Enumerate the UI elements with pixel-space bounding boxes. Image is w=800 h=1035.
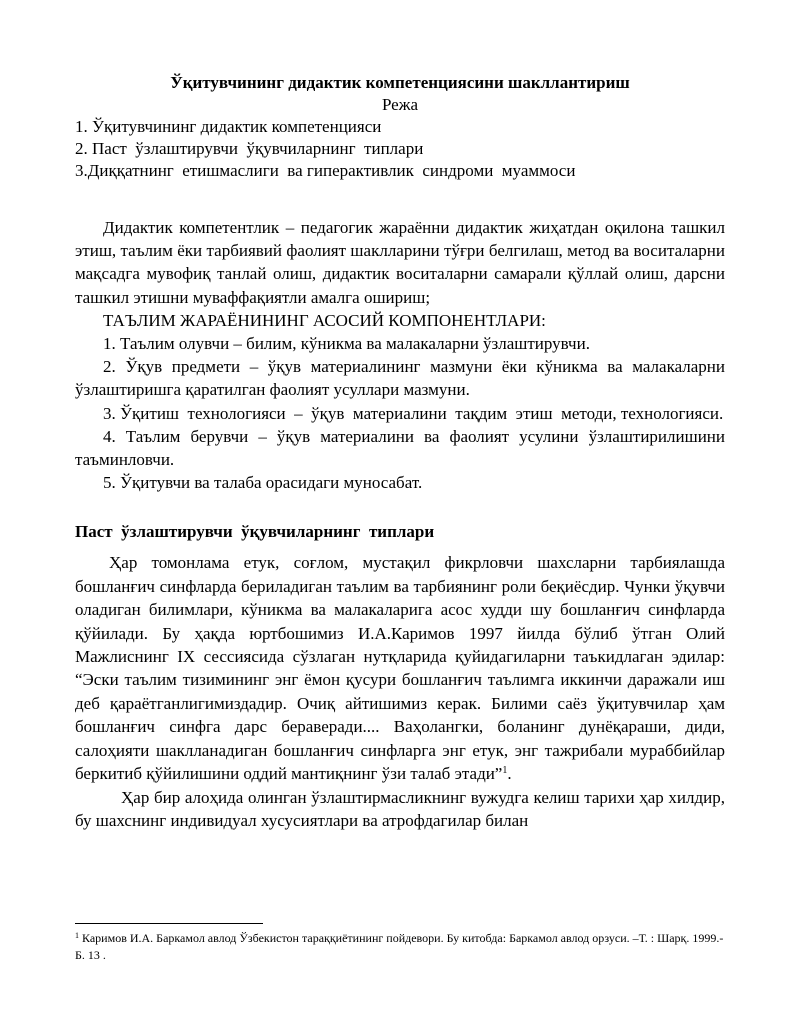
footnote-divider [75, 923, 263, 924]
plan-subtitle: Режа [381, 95, 419, 114]
component-item: 4. Таълим берувчи – ўқув материалини ва фаолият усулини ўзлаштирилишини таъминловчи. [75, 426, 725, 470]
component-item: 1. Таълим олувчи – билим, кўникма ва малакаларни ўзлаштирувчи. [103, 334, 590, 354]
footnote-reference[interactable]: 1 [502, 765, 508, 777]
body-paragraph-text: Ҳар томонлама етук, соғлом, мустақил фикрловчи шахсларни тарбиялашда бошланғич синфларда бериладиган таълим ва тарбиянинг роли беқиёсдир. Чунки ўқувчи оладиган билимлари, кўникма ва малакаларига асос худди шу бошланғич синфларда қўйилади. Бу ҳақда юртбошимиз И.А.Каримов 1997 йилда бўлиб ўтган Олий Мажлиснинг IX сессиясида сўзлаган нутқларида қуйидагиларни таъкидлаган эдилар: “Эски таълим тизимининг энг ёмон қусури бошланғич таълимга иккинчи даражали иш деб қараётганлигимиздадир. Очиқ айтишимиз керак. Билими саёз ўқитувчилар ҳам бошланғич синфга дарс бераверади.... Ваҳолангки, боланинг дунёқараши, диди, салоҳияти шаклланадиган бошланғич синфларга энг етук, энг тажрибали мураббийлар беркитиб қўйилишини оддий мантиқнинг ўзи талаб этади” [75, 553, 725, 784]
section-heading: Паст ўзлаштирувчи ўқувчиларнинг типлари [75, 522, 435, 542]
component-item: 2. Ўқув предмети – ўқув материалининг мазмуни ёки кўникма ва малакаларни ўзлаштиришга қаратилган фаолият усуллари мазмуни. [75, 357, 725, 400]
intro-paragraph: Дидактик компетентлик – педагогик жараённи дидактик жиҳатдан оқилона ташкил этиш, таълим ёки тарбиявий фаолият шаклларини тўғри белгилаш, метод ва воситаларни мақсадга мувофиқ танлай олиш, дидактик воситаларни самарали қўллай олиш, дарсни ташкил этишни муваффақиятли амалга ошириш; [75, 218, 725, 307]
components-heading: ТАЪЛИМ ЖАРАЁНИНИНГ АСОСИЙ КОМПОНЕНТЛАРИ: [103, 310, 546, 330]
body-paragraph: Ҳар томонлама етук, соғлом, мустақил фикрловчи шахсларни тарбиялашда бошланғич синфларда бериладиган таълим ва тарбиянинг роли беқиёсдир. Чунки ўқувчи оладиган билимлари, кўникма ва малакаларига асос худди шу бошланғич синфларда қўйилади. Бу ҳақда юртбошимиз И.А.Каримов 1997 йилда бўлиб ўтган Олий Мажлиснинг IX сессиясида сўзлаган нутқларида қуйидагиларни таъкидлаган эдилар: “Эски таълим тизимининг энг ёмон қусури бошланғич таълимга иккинчи даражали иш деб қараётганлигимиздадир. Очиқ айтишимиз керак. Билими саёз ўқитувчилар ҳам бошланғич синфга дарс бераверади.... Ваҳолангки, боланинг дунёқараши, диди, салоҳияти шаклланадиган бошланғич синфларга энг етук, энг тажрибали мураббийлар беркитиб қўйилишини оддий мантиқнинг ўзи талаб этади”$^1$. [75, 553, 725, 784]
spacer [75, 494, 725, 520]
plan-item: 1. Ўқитувчининг дидактик компетенцияси [75, 117, 382, 136]
document-title: Ўқитувчининг дидактик компетенциясини шакллантириш [170, 73, 630, 92]
body-paragraph: Ҳар бир алоҳида олинган ўзлаштирмасликнинг вужудга келиш тарихи ҳар хилдир, бу шахснинг индивидуал хусусиятлари ва атрофдагилар билан [75, 787, 725, 830]
plan-list [75, 116, 725, 182]
document-page [75, 72, 725, 832]
section-body [75, 551, 725, 832]
plan-item: 2. Паст ўзлаштирувчи ўқувчиларнинг типлари [75, 139, 424, 158]
footnote-marker: 1 [75, 931, 79, 940]
spacer [75, 182, 725, 216]
footnote-text: Каримов И.А. Баркамол авлод Ўзбекистон тараққиётининг пойдевори. Бу китобда: Баркамол авлод орзуси. –Т. : Шарқ. 1999.-Б. 13 . [75, 931, 724, 962]
component-item: 3. Ўқитиш технологияси – ўқув материалини тақдим этиш методи, технологияси. [103, 403, 724, 423]
plan-item: 3.Диққатнинг етишмаслиги ва гиперактивлик синдроми муаммоси [75, 161, 576, 180]
footnote [75, 930, 725, 964]
component-item: 5. Ўқитувчи ва талаба орасидаги муносабат. [103, 473, 423, 493]
spacer [75, 543, 725, 551]
components-list [75, 309, 725, 495]
